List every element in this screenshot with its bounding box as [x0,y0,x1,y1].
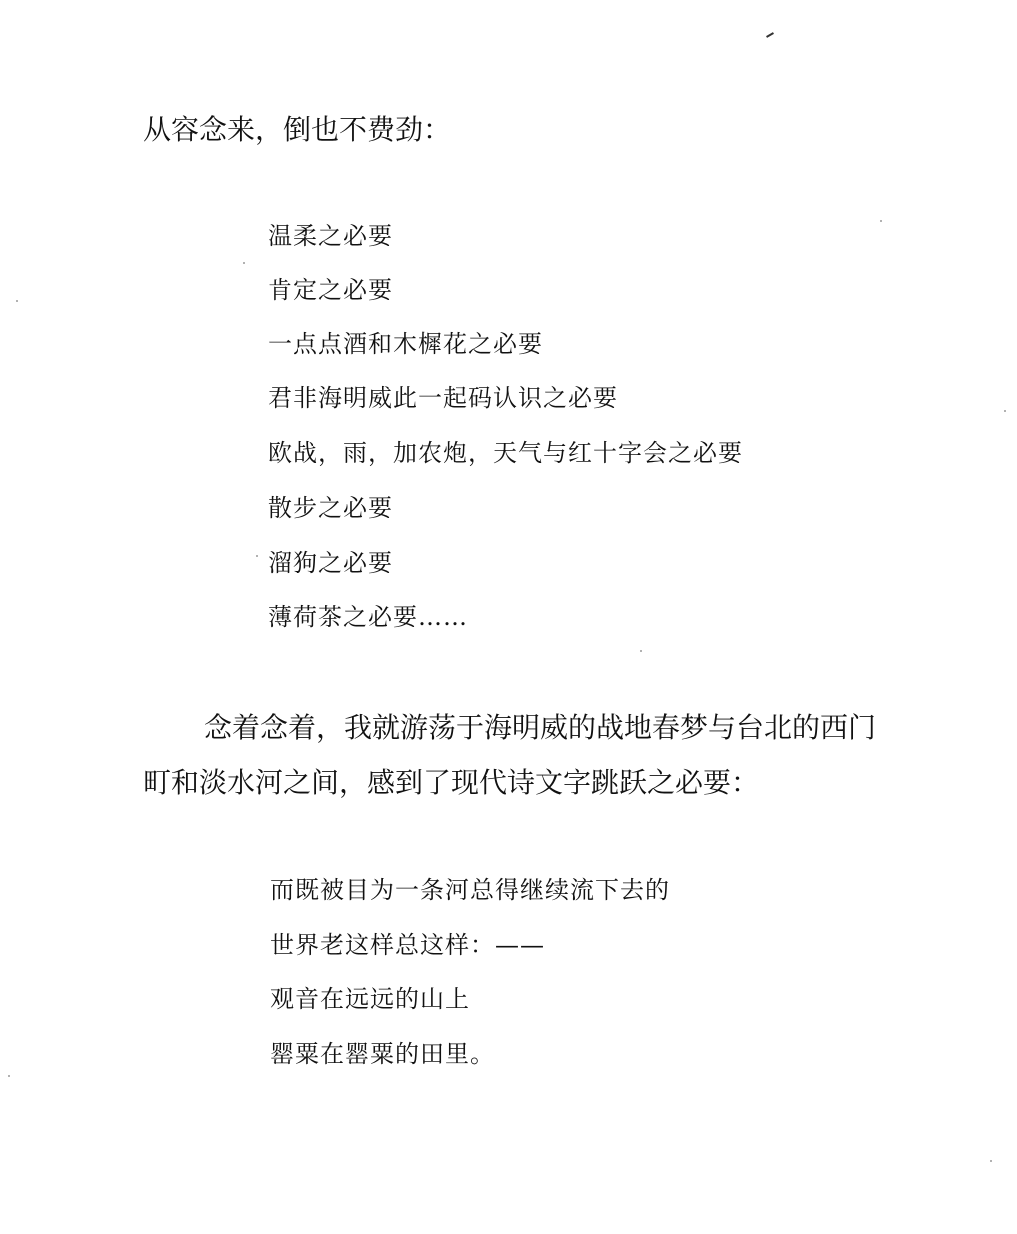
scan-speck [640,650,642,652]
stanza-one-line: 溜狗之必要 [268,549,393,577]
paragraph-line: 念着念着，我就游荡于海明威的战地春梦与台北的西门 [204,711,877,744]
scan-mark [766,32,774,38]
stanza-two-line: 观音在远远的山上 [270,985,470,1013]
scan-speck [8,1075,10,1077]
stanza-two-line: 罂粟在罂粟的田里。 [270,1040,495,1068]
intro-line: 从容念来，倒也不费劲： [143,113,452,146]
scan-speck [16,300,18,302]
scan-speck [880,220,882,222]
stanza-one-line: 温柔之必要 [268,222,393,250]
scan-speck [1004,410,1006,412]
stanza-one-line: 散步之必要 [268,494,393,522]
scan-speck [243,262,245,264]
scan-speck [256,555,258,557]
stanza-two-line: 世界老这样总这样：—— [270,931,545,959]
stanza-one-line: 肯定之必要 [268,276,393,304]
stanza-one-line: 薄荷茶之必要…… [268,603,468,631]
scan-speck [990,1160,992,1162]
stanza-one-line: 君非海明威此一起码认识之必要 [268,384,618,412]
paragraph-line: 町和淡水河之间，感到了现代诗文字跳跃之必要： [143,766,760,799]
stanza-one-line: 欧战，雨，加农炮，天气与红十字会之必要 [268,439,743,467]
stanza-one-line: 一点点酒和木樨花之必要 [268,330,543,358]
stanza-two-line: 而既被目为一条河总得继续流下去的 [270,876,670,904]
